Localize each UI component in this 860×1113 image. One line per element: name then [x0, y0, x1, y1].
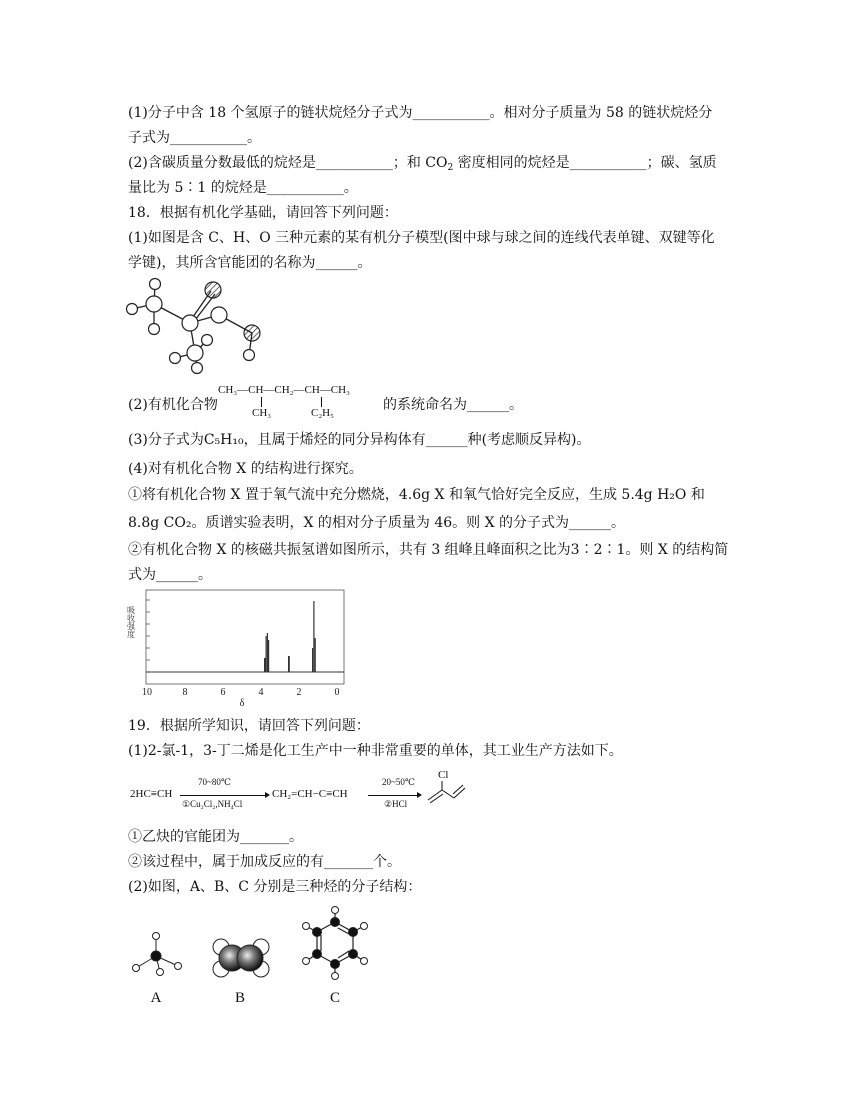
q17-p2-text-b: 密度相同的烷烃是___________；碳、氢质 — [453, 155, 717, 171]
rxn-arrow-2 — [368, 795, 420, 796]
q18-p1-line1: (1)如图是含 C、H、O 三种元素的某有机分子模型(图中球与球之间的连线代表单键、双键等化 — [128, 230, 715, 246]
molecule-a-methane — [133, 933, 182, 976]
q17-p2-line2: 量比为 5∶1 的烷烃是___________。 — [128, 180, 358, 196]
nmr-x-tick: 4 — [258, 687, 264, 698]
q18-title: 18．根据有机化学基础，请回答下列问题： — [128, 205, 398, 221]
q19-p1b: ②该过程中，属于加成反应的有_______个。 — [128, 854, 401, 870]
q17-p1-line2: 子式为___________。 — [128, 130, 261, 146]
hydrogen-atom — [150, 279, 161, 290]
q19-p2: (2)如图，A、B、C 分别是三种烃的分子结构： — [128, 879, 422, 895]
q18-p3: (3)分子式为C₅H₁₀，且属于烯烃的同分异构体有______种(考虑顺反异构)。 — [128, 432, 591, 448]
q18-p4b-line1: ②有机化合物 X 的核磁共振氢谱如图所示，共有 3 组峰且峰面积之比为3∶2∶1。则 X 的结构简 — [128, 542, 729, 558]
nmr-x-tick: 2 — [296, 687, 302, 698]
nmr-spectrum-figure — [124, 588, 354, 708]
rxn-arrow-1 — [180, 795, 268, 796]
q18-p4a-line1: ①将有机化合物 X 置于氧气流中充分燃烧，4.6g X 和氧气恰好完全反应，生成 5.4g H₂O 和 — [128, 487, 705, 503]
rxn-reactant: 2HC≡CH — [130, 788, 173, 800]
hydrogen-atom — [149, 324, 160, 335]
molecule-b-ethylene — [213, 939, 269, 977]
structural-formula-branch-methyl: CH₃ — [252, 407, 272, 419]
nmr-x-axis-label: δ — [239, 698, 245, 708]
nmr-peak — [313, 601, 314, 672]
nmr-peak — [315, 638, 316, 672]
structural-formula — [218, 384, 378, 426]
carbon-atom — [211, 307, 227, 323]
nmr-peak — [264, 658, 266, 672]
q19-p1a: ①乙炔的官能团为_______。 — [128, 829, 303, 845]
hydrogen-atom — [127, 304, 138, 315]
nmr-x-tick: 0 — [334, 687, 340, 698]
rxn-cond1-top: 70~80℃ — [198, 777, 231, 787]
nmr-x-tick: 8 — [182, 687, 188, 698]
q17-p2-text-a: (2)含碳质量分数最低的烷烃是___________；和 CO — [128, 155, 448, 171]
label-c: C — [329, 990, 341, 1006]
carbon-atom — [182, 315, 198, 331]
q18-p2-suffix: 的系统命名为______。 — [383, 397, 523, 413]
oxygen-atom — [205, 282, 221, 298]
label-a: A — [150, 990, 162, 1006]
hydrogen-atom — [170, 353, 181, 364]
branch-bond — [261, 397, 262, 407]
chloroprene-skeletal-structure — [424, 768, 468, 808]
rxn-cond2-top: 20~50℃ — [382, 777, 415, 787]
chlorine-label: Cl — [438, 769, 449, 781]
hydrogen-atom — [244, 350, 255, 361]
q18-p1-line2: 学键)，其所含官能团的名称为______。 — [128, 255, 372, 271]
nmr-x-tick: 10 — [142, 687, 152, 698]
q19-p1: (1)2-氯-1，3-丁二烯是化工生产中一种非常重要的单体，其工业生产方法如下。 — [128, 743, 623, 759]
rxn-cond2-bottom: ②HCl — [384, 799, 408, 809]
nmr-peak — [268, 640, 269, 672]
carbon-atom — [146, 296, 162, 312]
q18-p2-prefix: (2)有机化合物 — [128, 397, 218, 413]
q19-title: 19．根据所学知识，请回答下列问题： — [128, 718, 370, 734]
structural-formula-branch-ethyl: C₂H₅ — [311, 407, 334, 419]
arrow-head-icon — [265, 792, 270, 798]
reaction-scheme — [128, 768, 468, 812]
nmr-peak — [266, 636, 267, 672]
molecule-model-figure — [122, 276, 272, 376]
nmr-peak — [288, 656, 290, 672]
molecule-structures-abc — [122, 904, 382, 1014]
hydrogen-atom — [202, 335, 213, 346]
carbon-atom — [187, 345, 203, 361]
oxygen-atom — [244, 325, 260, 341]
hydrogen-atom — [192, 363, 203, 374]
q18-p4b-line2: 式为______。 — [128, 567, 212, 583]
nmr-peak — [267, 633, 268, 672]
label-b: B — [234, 990, 246, 1006]
nmr-x-tick: 6 — [220, 687, 226, 698]
q17-p1-line1: (1)分子中含 18 个氢原子的链状烷烃分子式为___________。相对分子质量为 58 的链状烷烃分 — [128, 105, 713, 121]
rxn-intermediate: CH₂=CH−C≡CH — [272, 788, 348, 800]
rxn-cond1-bottom: ①Cu₂Cl₂,NH₄Cl — [182, 799, 243, 809]
q17-p2-subscript: 2 — [447, 163, 454, 173]
nmr-peak — [312, 648, 313, 672]
q18-p4: (4)对有机化合物 X 的结构进行探究。 — [128, 461, 363, 477]
nmr-y-axis-label: 吸收强度 — [126, 606, 136, 638]
q17-p2-line1 — [128, 154, 717, 177]
arrow-head-icon — [417, 792, 422, 798]
branch-bond — [321, 397, 322, 407]
q18-p4a-line2: 8.8g CO₂。质谱实验表明，X 的相对分子质量为 46。则 X 的分子式为______。 — [128, 515, 626, 531]
structural-formula-main-chain: CH₃—CH—CH₂—CH—CH₃ — [218, 384, 350, 396]
